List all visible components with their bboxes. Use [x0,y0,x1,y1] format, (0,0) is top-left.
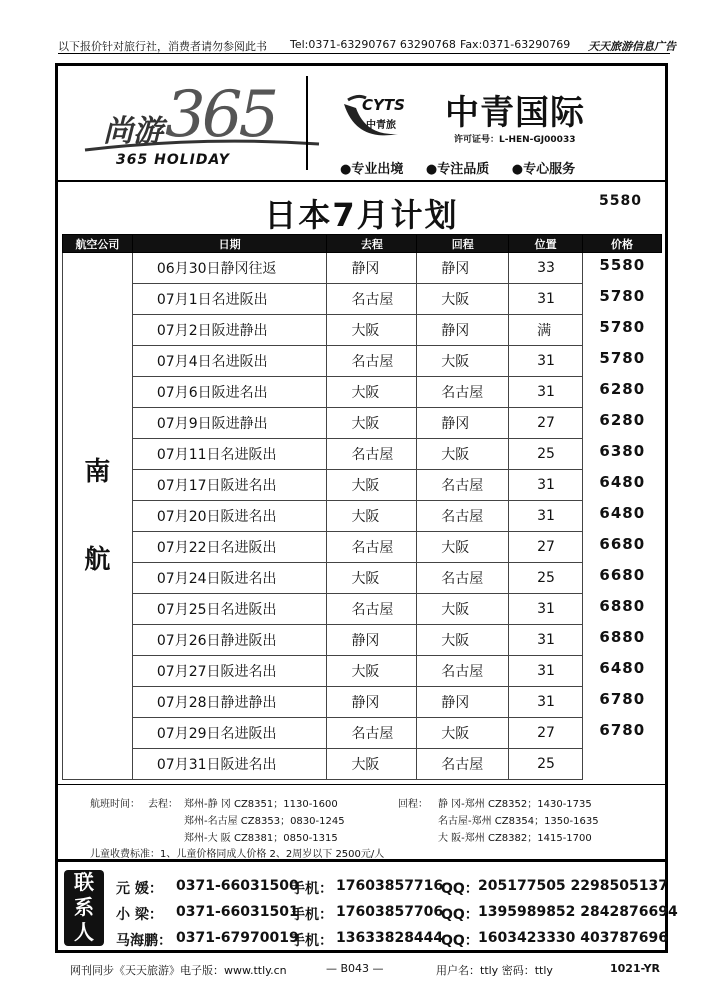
seats-cell: 31 [509,470,583,501]
flight-out: 郑州-名古屋 CZ8353；0830-1245 [184,816,345,827]
contact-name: 元 媛： [116,881,163,897]
return-cell: 大阪 [417,594,509,625]
license-number: 许可证号：L-HEN-GJ00033 [454,135,576,145]
outbound-cell: 大阪 [327,408,417,439]
seats-cell: 27 [509,408,583,439]
flight-label: 航班时间： [90,799,140,810]
price-cell: 5780 [599,348,646,367]
table-row [63,439,662,470]
return-cell: 大阪 [417,532,509,563]
table-header-row [63,235,662,253]
contact-qq: 1395989852 2842876694 [478,904,678,920]
col-outbound: 去程 [327,235,417,253]
return-cell: 名古屋 [417,470,509,501]
contact-qq: 205177505 2298505137 [478,878,668,894]
return-cell: 静冈 [417,408,509,439]
top-info-line [58,38,676,54]
table-row [63,625,662,656]
date-cell: 07月22日名进阪出 [132,532,327,563]
outbound-cell: 大阪 [327,315,417,346]
outbound-cell: 大阪 [327,563,417,594]
outbound-cell: 大阪 [327,470,417,501]
footer-sync-link[interactable]: 网刊同步《天天旅游》电子版：www.ttly.cn [70,964,287,977]
return-cell: 静冈 [417,253,509,284]
header-divider [306,76,308,170]
price-cell: 6480 [599,503,646,522]
footer-page-code: — B043 — [326,962,384,975]
table-row [63,377,662,408]
company-name: 中青国际 [445,93,585,133]
table-row [63,563,662,594]
outbound-cell: 静冈 [327,625,417,656]
table-row [63,656,662,687]
date-cell: 07月9日阪进静出 [132,408,327,439]
date-cell: 07月26日静进阪出 [132,625,327,656]
return-cell: 大阪 [417,439,509,470]
advert-header [58,66,665,182]
flight-out: 郑州-大 阪 CZ8381；0850-1315 [184,833,338,844]
contact-mobile: 17603857706 [336,904,444,920]
outbound-cell: 大阪 [327,501,417,532]
outbound-cell: 名古屋 [327,532,417,563]
return-label: 回程： [398,799,428,810]
logo-subtitle: 365 HOLIDAY [116,152,230,168]
slogan: ●专业出境 [340,162,404,177]
price-cell [583,749,662,780]
seats-cell: 27 [509,532,583,563]
price-cell: 6880 [599,627,646,646]
price-cell: 5780 [599,286,646,305]
child-fee: 儿童收费标准：1、儿童价格同成人价格 2、2周岁以下 2500元/人 [90,849,385,860]
price-cell: 6280 [599,410,646,429]
page-title: 日本7月计划 [264,196,459,234]
col-seats: 位置 [509,235,583,253]
footer-code: 1021-YR [610,962,660,975]
table-row [63,284,662,315]
seats-cell: 27 [509,718,583,749]
seats-cell: 31 [509,501,583,532]
mobile-label: 手机： [291,881,333,897]
date-cell: 07月28日静进静出 [132,687,327,718]
return-cell: 静冈 [417,315,509,346]
return-cell: 名古屋 [417,563,509,594]
mobile-label: 手机： [291,933,333,949]
table-row [63,501,662,532]
price-cell: 6680 [599,565,646,584]
col-price: 价格 [583,235,662,253]
flight-times [58,784,665,860]
table-row [63,315,662,346]
date-cell: 07月1日名进阪出 [132,284,327,315]
return-cell: 大阪 [417,346,509,377]
price-cell: 6780 [599,689,646,708]
outbound-label: 去程： [148,799,178,810]
seats-cell: 31 [509,377,583,408]
seats-cell: 31 [509,625,583,656]
outbound-cell: 大阪 [327,749,417,780]
return-cell: 名古屋 [417,656,509,687]
publisher-brand: 天天旅游信息广告 [588,40,676,53]
date-cell: 07月11日名进阪出 [132,439,327,470]
seats-cell: 25 [509,749,583,780]
qq-label: QQ： [441,881,479,897]
badge-char: 联 [74,870,94,894]
seats-cell: 33 [509,253,583,284]
footer-login: 用户名：ttly 密码：ttly [436,964,553,977]
flight-ret: 静 冈-郑州 CZ8352；1430-1735 [438,799,592,810]
date-cell: 07月20日阪进名出 [132,501,327,532]
qq-label: QQ： [441,907,479,923]
flight-ret: 大 阪-郑州 CZ8382；1415-1700 [438,833,592,844]
contact-mobile: 13633828444 [336,930,444,946]
date-cell: 07月29日名进阪出 [132,718,327,749]
outbound-cell: 名古屋 [327,718,417,749]
return-cell: 名古屋 [417,377,509,408]
cyts-text: CYTS [362,96,405,114]
consumer-note: 以下报价针对旅行社，消费者请勿参阅此书 [58,40,267,53]
date-cell: 07月6日阪进名出 [132,377,327,408]
table-row [63,749,662,780]
seats-cell: 31 [509,687,583,718]
holiday365-logo [83,78,323,174]
contact-name: 马海鹏： [116,933,172,949]
price-cell: 6880 [599,596,646,615]
table-row [63,470,662,501]
date-cell: 06月30日静冈往返 [132,253,327,284]
seats-cell: 31 [509,656,583,687]
contact-tel: 0371-66031501 [176,904,299,920]
seats-cell: 25 [509,563,583,594]
price-cell: 6780 [599,720,646,739]
table-row [63,253,662,284]
advert-frame [55,63,678,953]
return-cell: 名古屋 [417,501,509,532]
return-cell: 大阪 [417,284,509,315]
airline-cell: 南 航 [63,253,133,780]
return-cell: 名古屋 [417,749,509,780]
col-date: 日期 [132,235,327,253]
seats-cell: 满 [509,315,583,346]
col-airline: 航空公司 [63,235,133,253]
price-cell: 6480 [599,472,646,491]
date-cell: 07月27日阪进名出 [132,656,327,687]
logo-number: 365 [165,78,276,152]
return-cell: 静冈 [417,687,509,718]
date-cell: 07月24日阪进名出 [132,563,327,594]
flight-ret: 名古屋-郑州 CZ8354；1350-1635 [438,816,599,827]
col-return: 回程 [417,235,509,253]
date-cell: 07月25日名进阪出 [132,594,327,625]
price-cell: 6380 [599,441,646,460]
outbound-cell: 名古屋 [327,439,417,470]
date-cell: 07月2日阪进静出 [132,315,327,346]
price-cell: 6480 [599,658,646,677]
outbound-cell: 静冈 [327,253,417,284]
table-row [63,532,662,563]
outbound-cell: 名古屋 [327,346,417,377]
table-row [63,718,662,749]
date-cell: 07月31日阪进名出 [132,749,327,780]
seats-cell: 31 [509,284,583,315]
flight-out: 郑州-静 冈 CZ8351；1130-1600 [184,799,338,810]
logo-script: 尚游 [103,114,163,149]
contacts-badge [64,870,104,946]
cyts-cn-text: 中青旅 [366,120,396,131]
outbound-cell: 名古屋 [327,284,417,315]
schedule-table [62,234,662,780]
cyts-logo [336,86,426,146]
contact-tel: 0371-66031500 [176,878,299,894]
badge-char: 系 [74,895,94,919]
contact-tel: 0371-67970019 [176,930,299,946]
contacts-section [58,859,678,950]
slogan: ●专注品质 [425,162,490,177]
price-cell: 5780 [599,317,646,336]
table-row [63,687,662,718]
badge-char: 人 [74,920,94,944]
mobile-label: 手机： [291,907,333,923]
seats-cell: 31 [509,346,583,377]
price-top-label: 5580 [599,193,642,209]
qq-label: QQ： [441,933,479,949]
outbound-cell: 大阪 [327,377,417,408]
table-row [63,346,662,377]
telephone: Tel:0371-63290767 63290768 [290,38,456,51]
price-cell: 6280 [599,379,646,398]
date-cell: 07月17日阪进名出 [132,470,327,501]
table-row [63,408,662,439]
return-cell: 大阪 [417,625,509,656]
contact-name: 小 梁： [116,907,163,923]
seats-cell: 25 [509,439,583,470]
seats-cell: 31 [509,594,583,625]
price-cell: 5580 [599,256,646,274]
outbound-cell: 静冈 [327,687,417,718]
date-cell: 07月4日名进阪出 [132,346,327,377]
price-cell: 6680 [599,534,646,553]
outbound-cell: 大阪 [327,656,417,687]
contact-mobile: 17603857716 [336,878,444,894]
outbound-cell: 名古屋 [327,594,417,625]
contact-qq: 1603423330 403787696 [478,930,668,946]
slogan: ●专心服务 [511,162,576,177]
slogans [340,158,593,177]
table-row [63,594,662,625]
return-cell: 大阪 [417,718,509,749]
fax: Fax:0371-63290769 [460,38,571,51]
